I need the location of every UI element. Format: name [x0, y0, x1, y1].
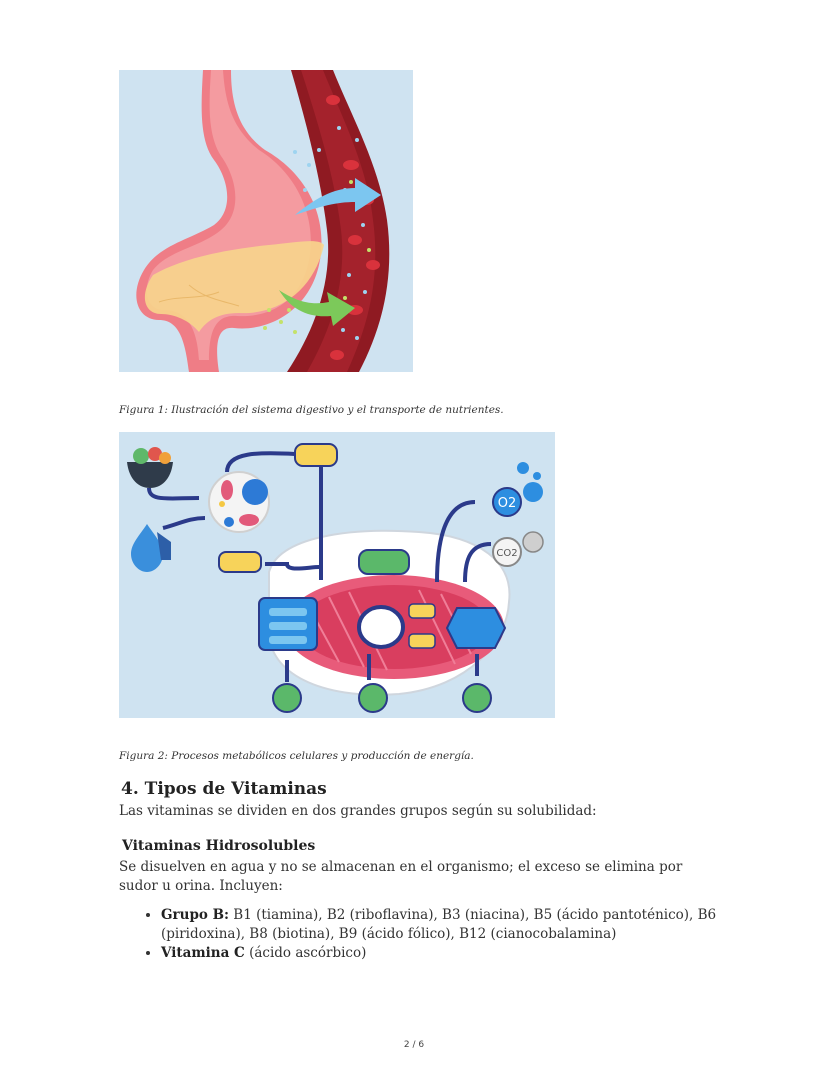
figure-metabolism-image	[119, 432, 555, 718]
section-title: 4. Tipos de Vitaminas	[121, 779, 327, 799]
list-item-label: Vitamina C	[161, 945, 245, 961]
list-item-text: (ácido ascórbico)	[244, 945, 367, 961]
oxygen-label: O2	[497, 496, 517, 511]
subsection-text: Se disuelven en agua y no se almacenan en el organismo; el exceso se elimina por sudor u orina. Incluyen:	[119, 859, 683, 894]
page-indicator: 2 / 6	[403, 1040, 425, 1050]
co2-label: CO2	[496, 548, 518, 559]
figure-digestive-image	[119, 70, 413, 372]
section-intro: Las vitaminas se dividen en dos grandes grupos según su solubilidad:	[119, 803, 597, 819]
vitamin-list	[119, 906, 719, 963]
subsection-title: Vitaminas Hidrosolubles	[122, 838, 316, 854]
list-item	[161, 944, 719, 963]
list-item-label: Grupo B:	[161, 907, 229, 923]
figure-1-caption: Figura 1: Ilustración del sistema digestivo y el transporte de nutrientes.	[119, 404, 504, 416]
list-item	[161, 906, 719, 944]
list-item-text: B1 (tiamina), B2 (riboflavina), B3 (niacina), B5 (ácido pantoténico), B6 (piridoxina), B8 (biotina), B9 (ácido fólico), B12 (cianocobalamina)	[161, 907, 717, 942]
figure-2-caption: Figura 2: Procesos metabólicos celulares y producción de energía.	[119, 750, 474, 762]
